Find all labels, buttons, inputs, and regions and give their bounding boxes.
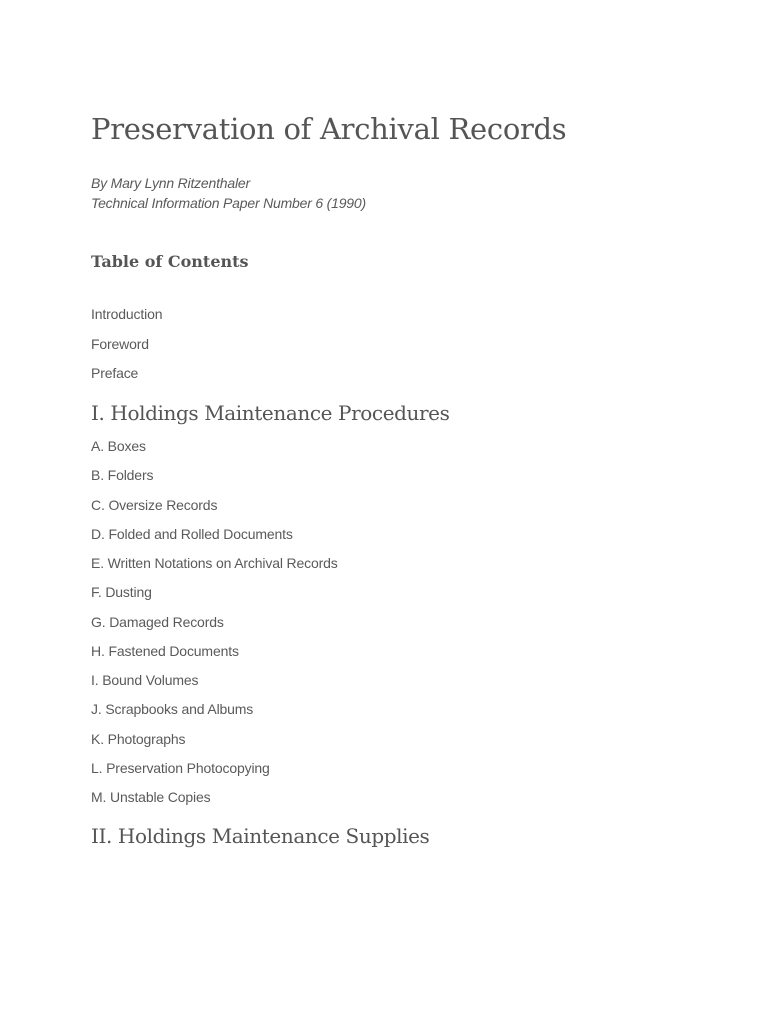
toc-link-bound-volumes[interactable]: I. Bound Volumes [91, 672, 199, 688]
toc-link-preservation-photocopying[interactable]: L. Preservation Photocopying [91, 759, 270, 776]
toc-link-photographs[interactable]: K. Photographs [91, 730, 186, 747]
paper-number-line: Technical Information Paper Number 6 (1990) [91, 195, 366, 211]
byline [91, 173, 366, 213]
author-line: By Mary Lynn Ritzenthaler [91, 175, 250, 191]
toc-link-boxes[interactable]: A. Boxes [91, 438, 146, 454]
toc-link-scrapbooks-albums[interactable]: J. Scrapbooks and Albums [91, 701, 254, 718]
toc-link-dusting[interactable]: F. Dusting [91, 584, 152, 601]
toc-section-1-list [91, 437, 338, 817]
toc-link-introduction[interactable]: Introduction [91, 306, 163, 322]
toc-link-unstable-copies[interactable]: M. Unstable Copies [91, 789, 211, 805]
toc-link-oversize-records[interactable]: C. Oversize Records [91, 496, 218, 513]
toc-link-fastened-documents[interactable]: H. Fastened Documents [91, 642, 239, 659]
toc-front-matter-list [91, 305, 162, 394]
toc-section-heading-2[interactable]: II. Holdings Maintenance Supplies [91, 824, 430, 848]
toc-link-folded-rolled-documents[interactable]: D. Folded and Rolled Documents [91, 525, 293, 542]
toc-link-preface[interactable]: Preface [91, 365, 139, 381]
toc-link-written-notations[interactable]: E. Written Notations on Archival Records [91, 555, 338, 571]
toc-link-folders[interactable]: B. Folders [91, 467, 154, 484]
toc-link-foreword[interactable]: Foreword [91, 335, 149, 352]
toc-link-damaged-records[interactable]: G. Damaged Records [91, 613, 224, 630]
toc-section-heading-1[interactable]: I. Holdings Maintenance Procedures [91, 401, 450, 425]
page-title: Preservation of Archival Records [91, 112, 567, 146]
toc-heading: Table of Contents [91, 252, 249, 271]
